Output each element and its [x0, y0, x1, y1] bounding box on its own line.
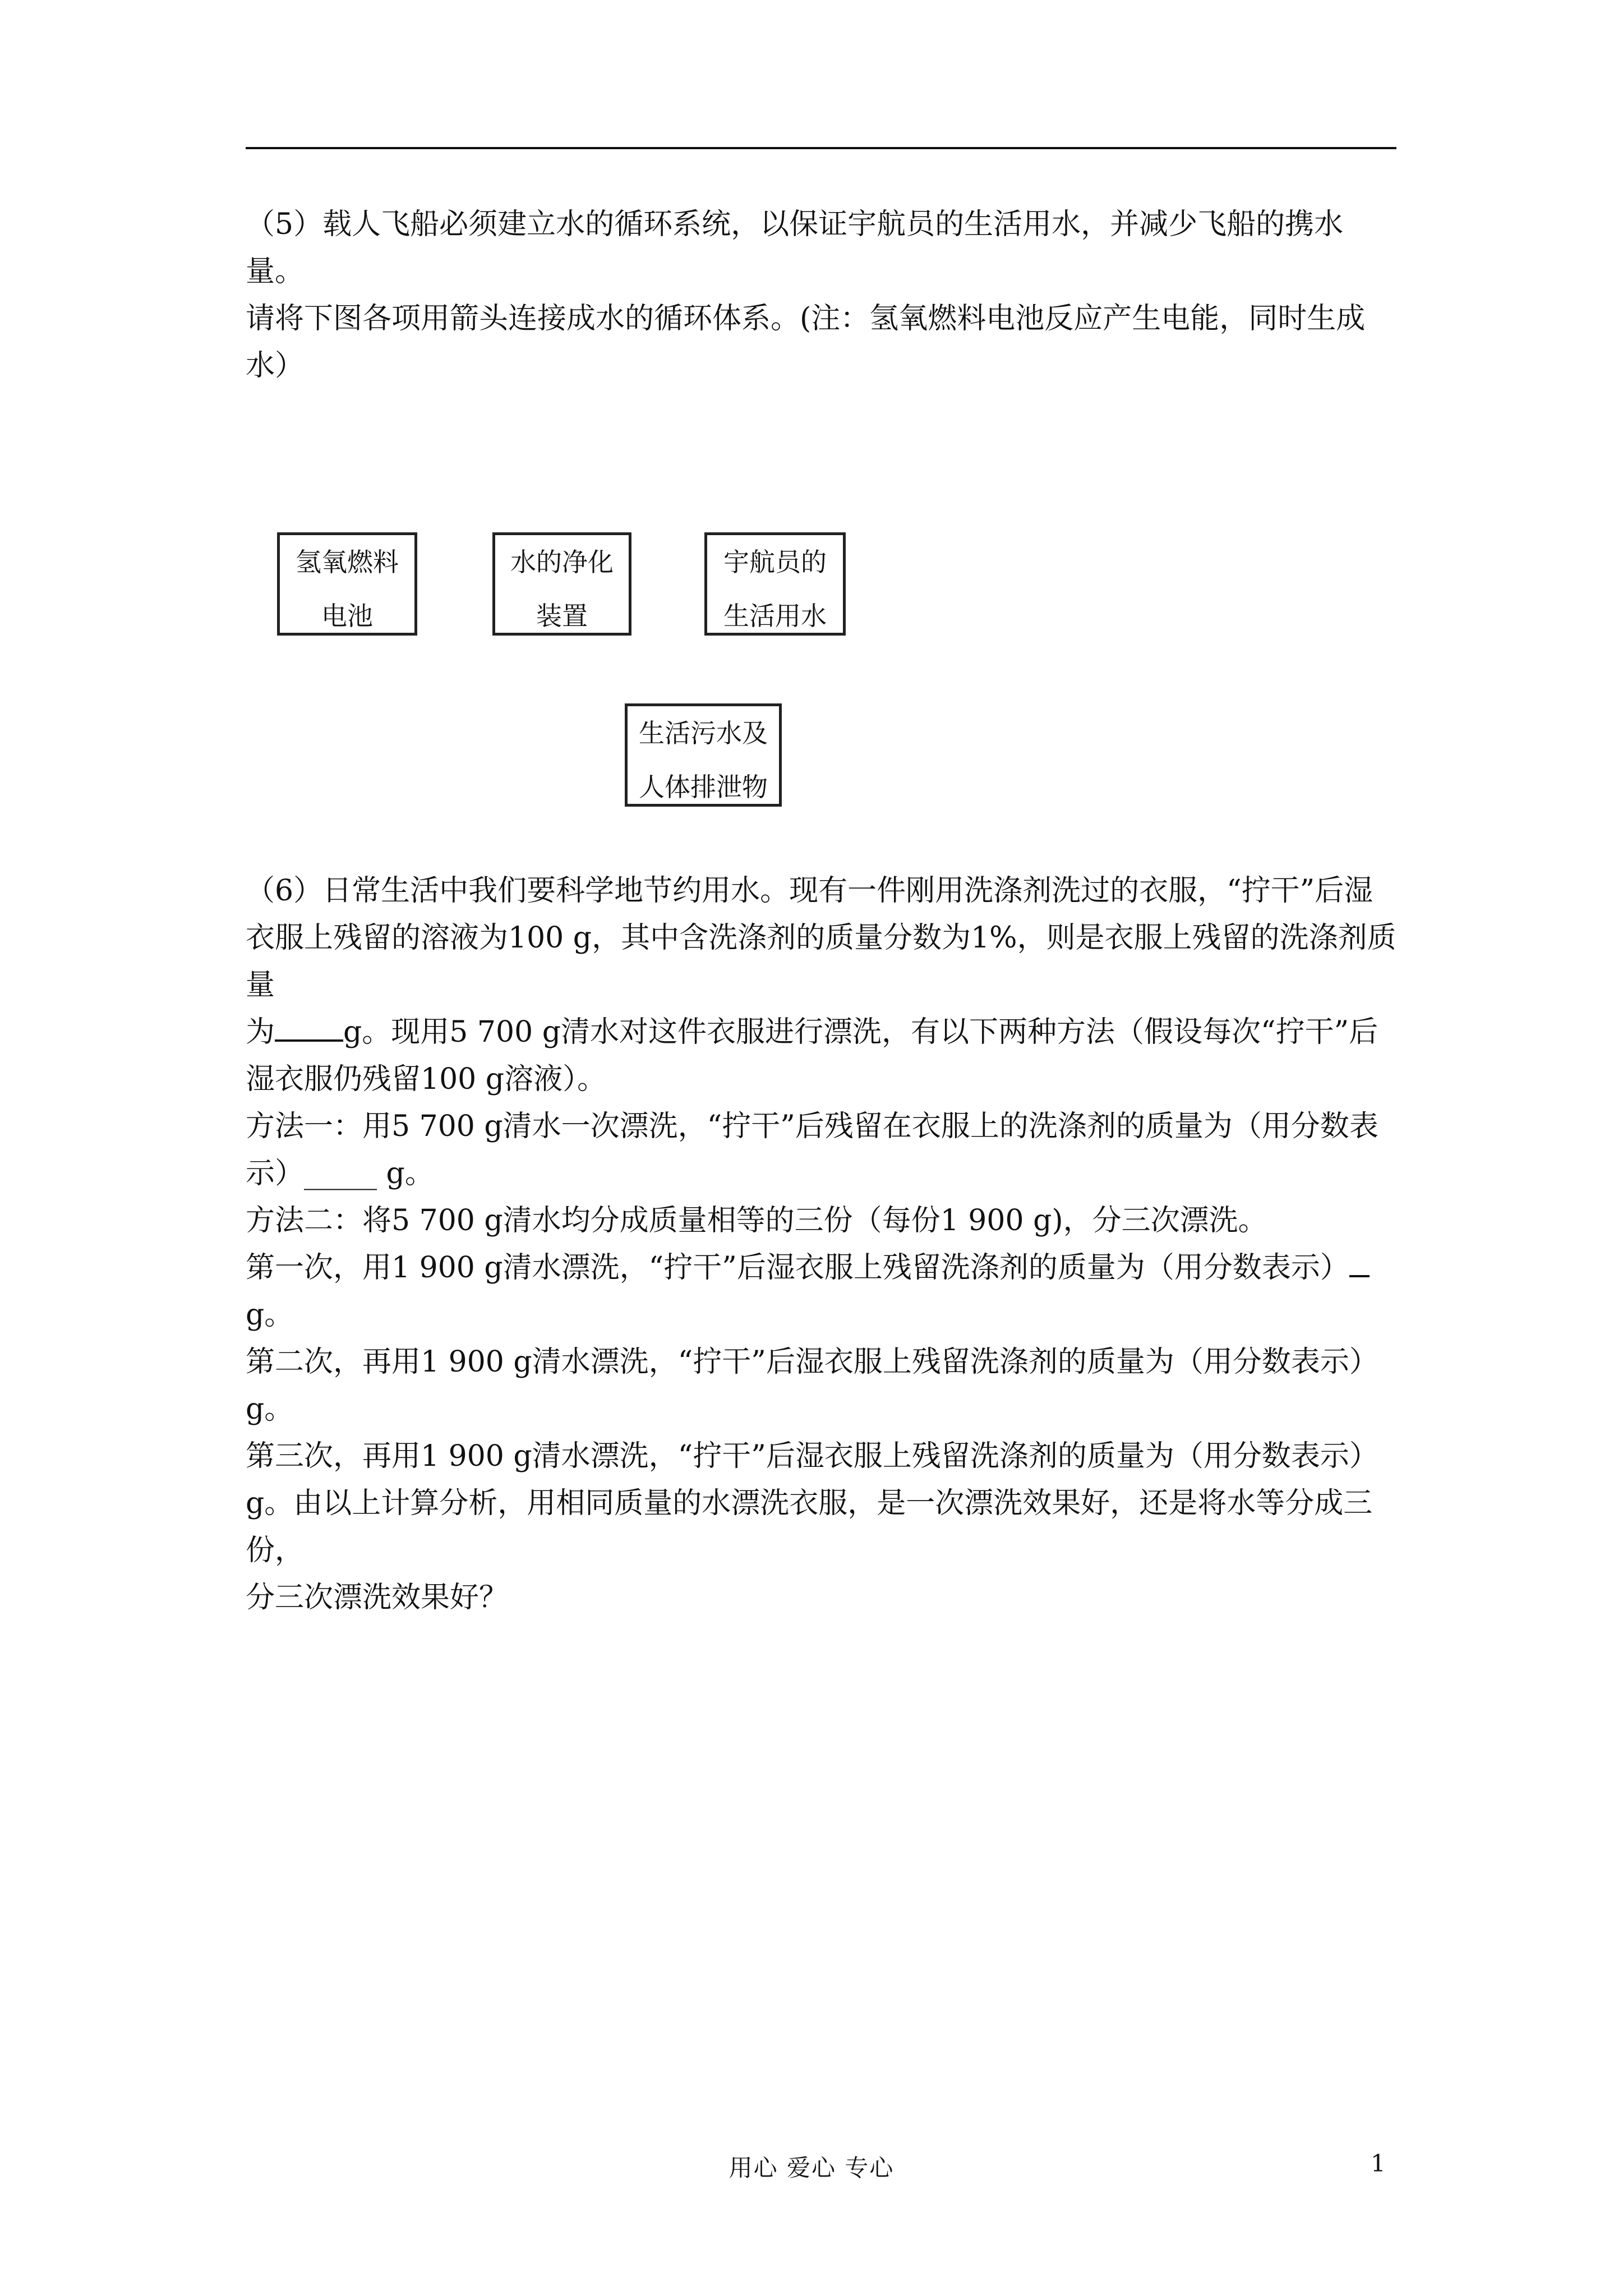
question-6-line-3 [246, 1009, 1401, 1056]
question-6-line-2: 衣服上残留的溶液为100 g，其中含洗涤剂的质量分数为1%，则是衣服上残留的洗涤剂质量 [246, 921, 1396, 1002]
document-body [246, 201, 1401, 1621]
box-waste-water-line-2: 人体排泄物 [639, 772, 768, 802]
method-1-line-2: 示）_____ g。 [246, 1157, 434, 1190]
analysis-line-2: 分三次漂洗效果好？ [246, 1581, 509, 1614]
spacer [246, 733, 1401, 867]
analysis-line-1: g。由以上计算分析，用相同质量的水漂洗衣服，是一次漂洗效果好，还是将水等分成三份， [246, 1487, 1373, 1567]
water-cycle-diagram [246, 389, 1401, 802]
second-rinse-unit: g。 [246, 1392, 294, 1426]
box-waste-water-line-1: 生活污水及 [639, 718, 768, 748]
question-5 [246, 201, 1401, 802]
line-3-prefix: 为 [246, 1015, 275, 1049]
box-fuel-cell-line-2: 电池 [321, 601, 373, 631]
question-6-line-1: （6）日常生活中我们要科学地节约用水。现有一件刚用洗涤剂洗过的衣服，“拧干”后湿 [246, 874, 1373, 908]
box-astronaut-water [704, 532, 846, 636]
box-water-purifier [492, 532, 631, 636]
box-astronaut-water-line-2: 生活用水 [723, 601, 827, 631]
second-rinse-line: 第二次，再用1 900 g清水漂洗，“拧干”后湿衣服上残留洗涤剂的质量为（用分数表示） [246, 1345, 1378, 1379]
method-2-line: 方法二：将5 700 g清水均分成质量相等的三份（每份1 900 g)，分三次漂洗。 [246, 1204, 1267, 1237]
box-fuel-cell-line-1: 氢氧燃料 [296, 547, 399, 577]
third-rinse-line: 第三次，再用1 900 g清水漂洗，“拧干”后湿衣服上残留洗涤剂的质量为（用分数表示） [246, 1439, 1378, 1473]
box-astronaut-water-line-1: 宇航员的 [723, 547, 827, 577]
line-3-suffix: g。现用5 700 g清水对这件衣服进行漂洗，有以下两种方法（假设每次“拧干”后 [343, 1015, 1378, 1049]
method-1-line-1: 方法一：用5 700 g清水一次漂洗，“拧干”后残留在衣服上的洗涤剂的质量为（用分数表 [246, 1110, 1378, 1143]
answer-blank-first-rinse[interactable] [1349, 1246, 1370, 1277]
footer-motto: 用心 爱心 专心 [728, 2154, 895, 2182]
question-6 [246, 867, 1401, 1621]
question-6-line-4: 湿衣服仍残留100 g溶液）。 [246, 1062, 607, 1096]
header-rule [246, 147, 1396, 149]
box-waste-water [625, 703, 782, 807]
box-fuel-cell [277, 532, 417, 636]
box-water-purifier-line-1: 水的净化 [510, 547, 614, 577]
box-water-purifier-line-2: 装置 [536, 601, 588, 631]
first-rinse-line [246, 1244, 1401, 1291]
first-rinse-text: 第一次，用1 900 g清水漂洗，“拧干”后湿衣服上残留洗涤剂的质量为（用分数表示） [246, 1251, 1349, 1285]
answer-blank-1[interactable] [275, 1010, 343, 1042]
question-5-line-1: （5）载人飞船必须建立水的循环系统，以保证宇航员的生活用水，并减少飞船的携水量。 [246, 208, 1344, 288]
page-number: 1 [1371, 2150, 1386, 2177]
first-rinse-unit: g。 [246, 1298, 294, 1332]
question-5-line-2: 请将下图各项用箭头连接成水的循环体系。(注：氢氧燃料电池反应产生电能，同时生成水） [246, 302, 1366, 383]
